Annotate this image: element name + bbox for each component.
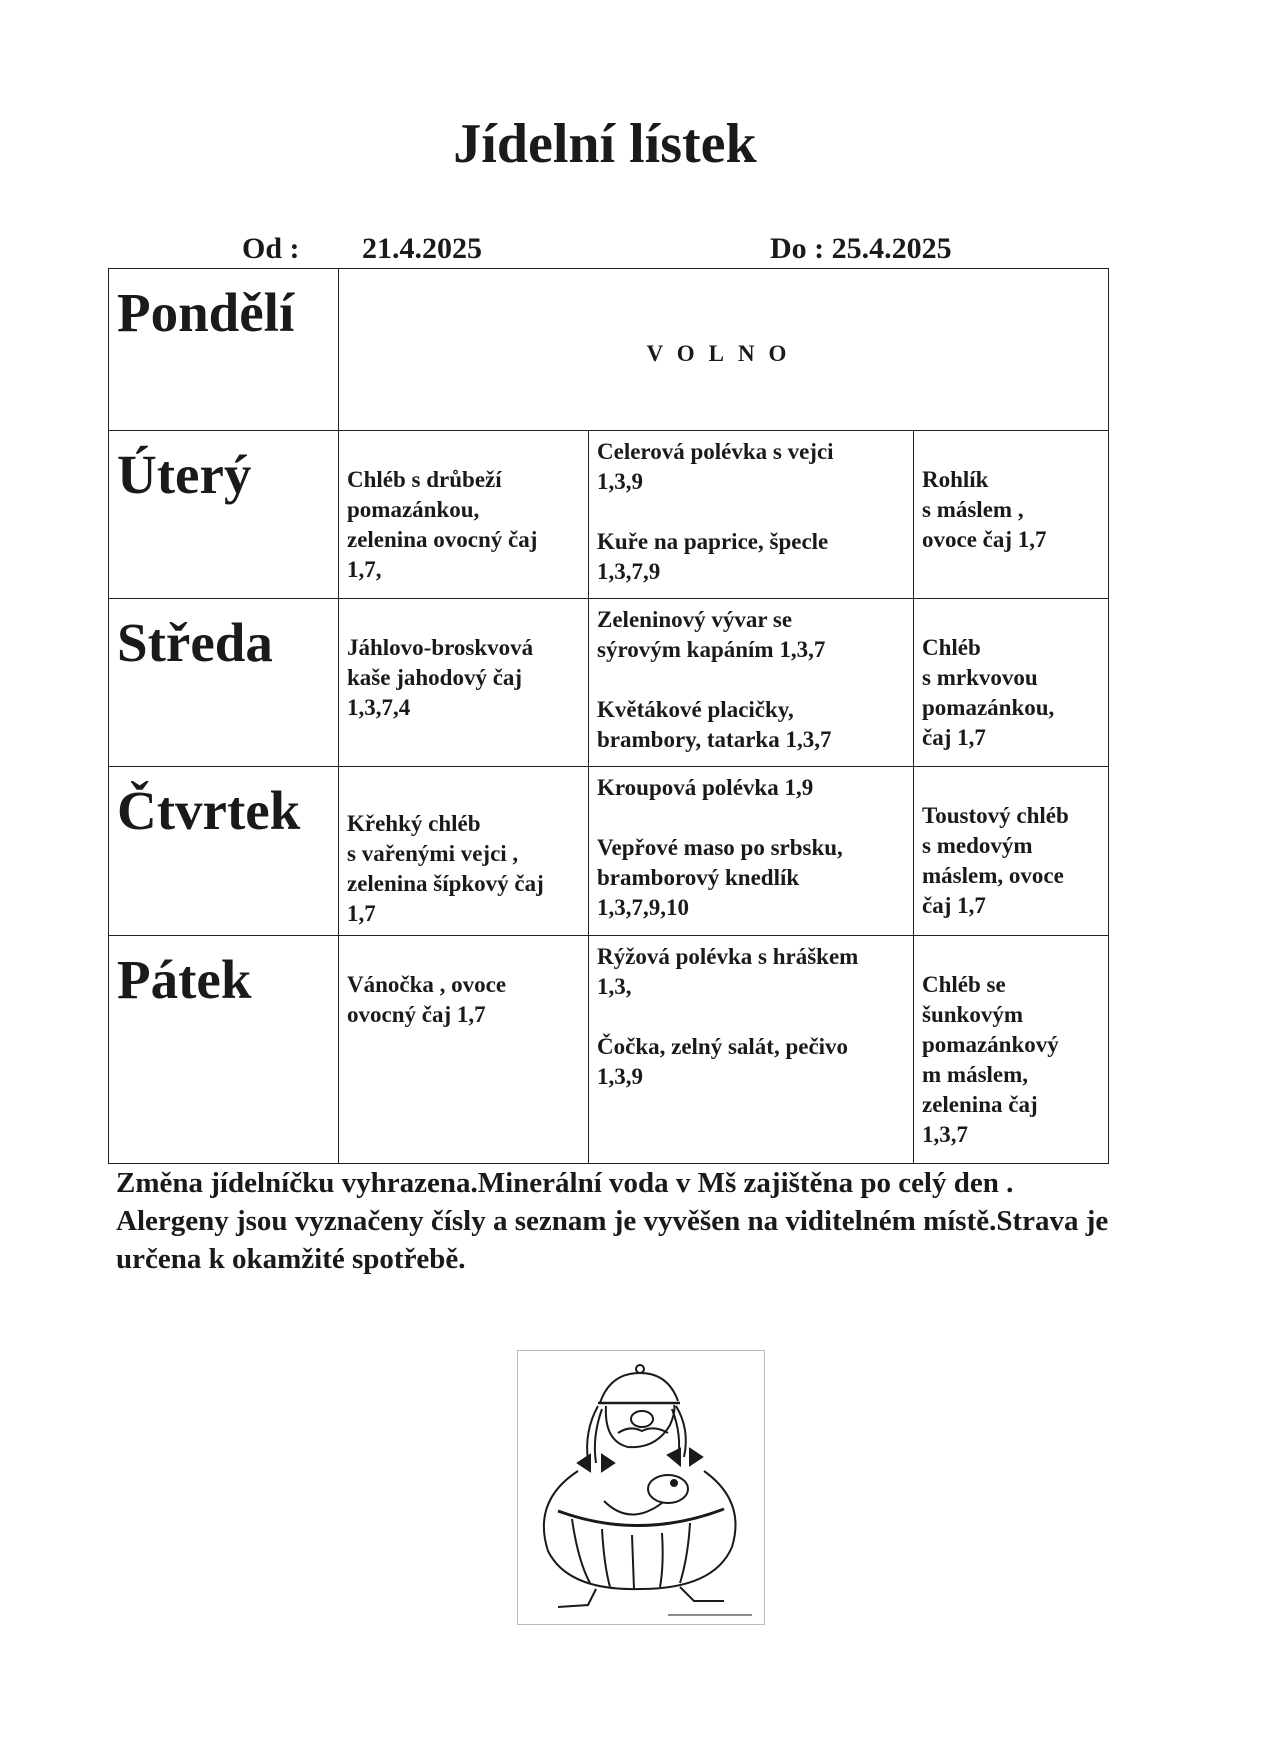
- menu-line: máslem, ovoce: [922, 863, 1064, 888]
- day-off-cell: [339, 269, 1109, 431]
- afternoon-snack: [914, 431, 1109, 599]
- footer-note: Změna jídelníčku vyhrazena.Minerální voda v Mš zajištěna po celý den . Alergeny jsou vyznačeny čísly a seznam je vyvěšen na viditelném místě.Strava je určena k okamžité spotřebě.: [116, 1167, 1109, 1275]
- menu-line: Jáhlovo-broskvová: [347, 635, 534, 660]
- menu-table: [108, 268, 1109, 1164]
- menu-line: Celerová polévka s vejci: [597, 439, 834, 464]
- menu-line: 1,3,7,9: [597, 559, 661, 584]
- menu-row-monday: [109, 269, 1109, 431]
- menu-line: bramborový knedlík: [597, 865, 800, 890]
- menu-row: [109, 599, 1109, 767]
- menu-line: Křehký chléb: [347, 811, 481, 836]
- day-name: Středa: [109, 599, 339, 767]
- menu-line: s máslem ,: [922, 497, 1024, 522]
- menu-row: [109, 767, 1109, 936]
- morning-snack: [339, 431, 589, 599]
- menu-line: Kuře na paprice, špecle: [597, 529, 829, 554]
- day-name: Pátek: [109, 936, 339, 1164]
- menu-line: čaj 1,7: [922, 893, 986, 918]
- morning-snack: [339, 767, 589, 936]
- day-name: Čtvrtek: [109, 767, 339, 936]
- menu-line: čaj 1,7: [922, 725, 986, 750]
- menu-line: kaše jahodový čaj: [347, 665, 523, 690]
- menu-line: šunkovým: [922, 1002, 1023, 1027]
- afternoon-snack: [914, 599, 1109, 767]
- menu-line: 1,3,9: [597, 469, 643, 494]
- page-title: Jídelní lístek: [453, 113, 757, 175]
- menu-line: 1,3,7,4: [347, 695, 411, 720]
- menu-line: sýrovým kapáním 1,3,7: [597, 637, 826, 662]
- lunch: [589, 599, 914, 767]
- afternoon-snack: [914, 767, 1109, 936]
- lunch: [589, 431, 914, 599]
- menu-line: Rýžová polévka s hráškem: [597, 944, 859, 969]
- menu-line: pomazánkový: [922, 1032, 1059, 1057]
- menu-line: s mrkvovou: [922, 665, 1038, 690]
- lunch: [589, 767, 914, 936]
- obelix-cartoon-icon: [518, 1351, 764, 1624]
- to-date: Do : 25.4.2025: [770, 232, 952, 265]
- morning-snack: [339, 599, 589, 767]
- menu-line: Toustový chléb: [922, 803, 1069, 828]
- afternoon-snack: [914, 936, 1109, 1164]
- menu-line: Chléb s drůbeží: [347, 467, 502, 492]
- from-date-value: 21.4.2025: [362, 232, 482, 265]
- menu-line: 1,7: [347, 901, 376, 926]
- menu-line: Zeleninový vývar se: [597, 607, 793, 632]
- menu-line: Květákové placičky,: [597, 697, 794, 722]
- menu-line: 1,3,: [597, 974, 632, 999]
- menu-line: Rohlík: [922, 467, 989, 492]
- menu-line: Vánočka , ovoce: [347, 972, 507, 997]
- menu-line: ovocný čaj 1,7: [347, 1002, 486, 1027]
- menu-line: Chléb se: [922, 972, 1006, 997]
- menu-line: 1,3,7,9,10: [597, 895, 689, 920]
- obelix-illustration: [517, 1350, 765, 1625]
- menu-line: Kroupová polévka 1,9: [597, 775, 814, 800]
- day-off-note: VOLNO: [646, 341, 801, 366]
- menu-line: Vepřové maso po srbsku,: [597, 835, 843, 860]
- menu-row: [109, 936, 1109, 1164]
- lunch: [589, 936, 914, 1164]
- menu-line: Čočka, zelný salát, pečivo: [597, 1034, 849, 1059]
- menu-line: m máslem,: [922, 1062, 1029, 1087]
- menu-line: zelenina šípkový čaj: [347, 871, 544, 896]
- day-monday: Pondělí: [109, 269, 339, 431]
- menu-line: ovoce čaj 1,7: [922, 527, 1047, 552]
- menu-line: zelenina ovocný čaj: [347, 527, 538, 552]
- menu-row: [109, 431, 1109, 599]
- menu-line: brambory, tatarka 1,3,7: [597, 727, 832, 752]
- menu-line: s medovým: [922, 833, 1033, 858]
- menu-line: 1,3,7: [922, 1122, 968, 1147]
- morning-snack: [339, 936, 589, 1164]
- menu-line: pomazánkou,: [922, 695, 1055, 720]
- menu-line: 1,7,: [347, 557, 382, 582]
- menu-line: pomazánkou,: [347, 497, 480, 522]
- menu-line: 1,3,9: [597, 1064, 643, 1089]
- menu-line: zelenina čaj: [922, 1092, 1038, 1117]
- from-date-label: Od :: [242, 232, 300, 265]
- menu-line: s vařenými vejci ,: [347, 841, 519, 866]
- menu-line: Chléb: [922, 635, 981, 660]
- day-name: Úterý: [109, 431, 339, 599]
